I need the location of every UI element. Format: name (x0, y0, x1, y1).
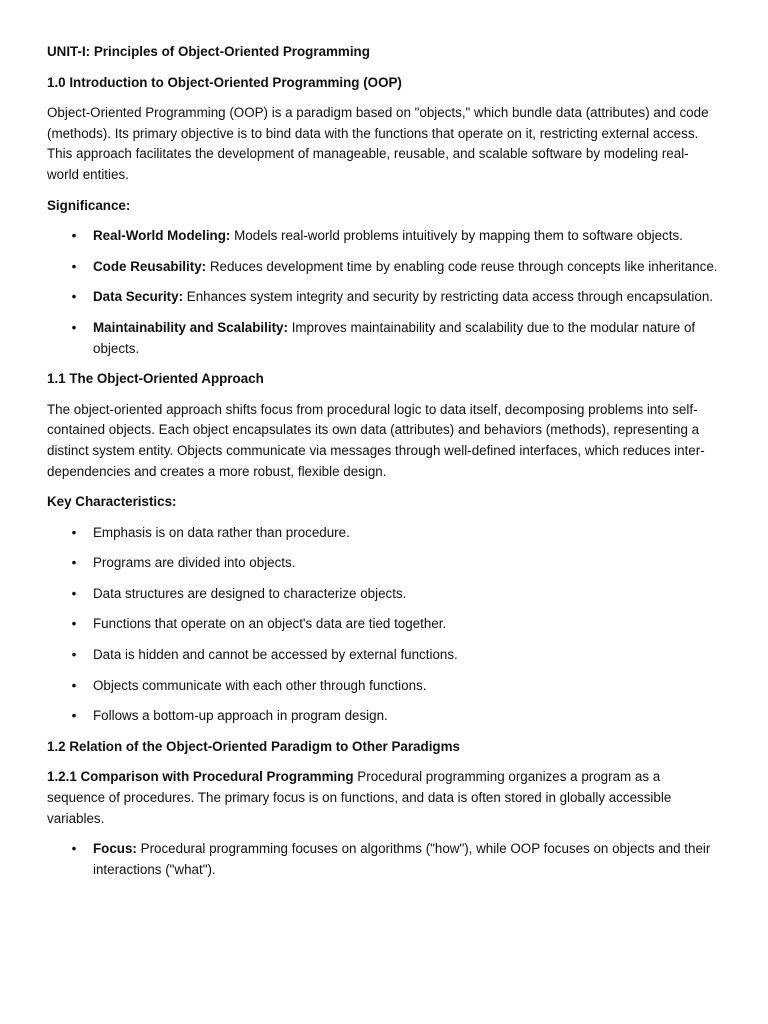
list-item (47, 287, 718, 308)
list-item (47, 226, 718, 247)
significance-label: Significance: (47, 197, 131, 213)
section-1-2-heading: 1.2 Relation of the Object-Oriented Paradigm to Other Paradigms (47, 738, 460, 754)
list-item-term: Maintainability and Scalability: (93, 319, 288, 335)
list-item (47, 839, 718, 880)
section-1-1-heading: 1.1 The Object-Oriented Approach (47, 371, 264, 387)
list-item (47, 553, 718, 574)
list-item (47, 614, 718, 635)
bullet-icon: • (71, 289, 77, 305)
list-item-text: Reduces development time by enabling code reuse through concepts like inheritance. (209, 258, 718, 274)
list-item-term: Code Reusability: (93, 258, 207, 274)
section-1-2-1-text: Procedural programming organizes a program as a sequence of procedures. The primary focus is on functions, and data is often stored in globally accessible variables. (47, 769, 672, 826)
bullet-icon: • (71, 228, 77, 244)
characteristics-list (47, 523, 718, 727)
list-item-text: Emphasis is on data rather than procedure. (93, 524, 350, 540)
bullet-icon: • (71, 555, 77, 571)
section-1-2-1-paragraph (47, 767, 718, 829)
list-item (47, 645, 718, 666)
bullet-icon: • (71, 258, 77, 274)
list-item-term: Data Security: (93, 289, 184, 305)
bullet-icon: • (71, 524, 77, 540)
bullet-icon: • (71, 708, 77, 724)
list-item-text: Objects communicate with each other through functions. (93, 677, 427, 693)
list-item-text: Enhances system integrity and security by restricting data access through encapsulation. (186, 289, 714, 305)
section-1-2-1-heading: 1.2.1 Comparison with Procedural Programming (47, 769, 354, 785)
list-item-text: Improves maintainability and scalability due to the modular nature of objects. (93, 319, 696, 356)
list-item-term: Real-World Modeling: (93, 228, 231, 244)
list-item-text: Data structures are designed to characterize objects. (93, 585, 407, 601)
list-item (47, 257, 718, 278)
section-1-0-heading: 1.0 Introduction to Object-Oriented Programming (OOP) (47, 74, 402, 90)
section-1-1-paragraph: The object-oriented approach shifts focus from procedural logic to data itself, decomposing problems into self-contained objects. Each object encapsulates its own data (attributes) and behaviors (methods), representing a distinct system entity. Objects communicate via messages through well-defined interfaces, which reduces inter-dependencies and creates a more robust, flexible design. (47, 401, 705, 479)
bullet-icon: • (71, 647, 77, 663)
bullet-icon: • (71, 585, 77, 601)
unit-title: UNIT-I: Principles of Object-Oriented Programming (47, 44, 370, 59)
section-1-0-paragraph: Object-Oriented Programming (OOP) is a paradigm based on "objects," which bundle data (attributes) and code (methods). Its primary objective is to bind data with the functions that operate on it, restricting external access. This approach facilitates the development of manageable, reusable, and scalable software by modeling real-world entities. (47, 105, 709, 182)
list-item (47, 318, 718, 359)
bullet-icon: • (71, 319, 77, 335)
list-item-text: Procedural programming focuses on algorithms ("how"), while OOP focuses on objects and their interactions ("what"). (93, 841, 711, 877)
list-item-term: Focus: (93, 841, 137, 857)
significance-list (47, 226, 718, 359)
characteristics-label: Key Characteristics: (47, 494, 177, 510)
comparison-list (47, 839, 718, 880)
list-item (47, 584, 718, 605)
list-item-text: Models real-world problems intuitively by mapping them to software objects. (234, 228, 683, 244)
list-item (47, 676, 718, 697)
list-item-text: Data is hidden and cannot be accessed by external functions. (93, 647, 458, 663)
list-item-text: Programs are divided into objects. (93, 555, 296, 571)
bullet-icon: • (71, 677, 77, 693)
list-item-text: Functions that operate on an object's data are tied together. (93, 616, 447, 632)
list-item (47, 706, 718, 727)
list-item-text: Follows a bottom-up approach in program design. (93, 708, 388, 724)
list-item (47, 523, 718, 544)
bullet-icon: • (71, 841, 77, 857)
bullet-icon: • (71, 616, 77, 632)
